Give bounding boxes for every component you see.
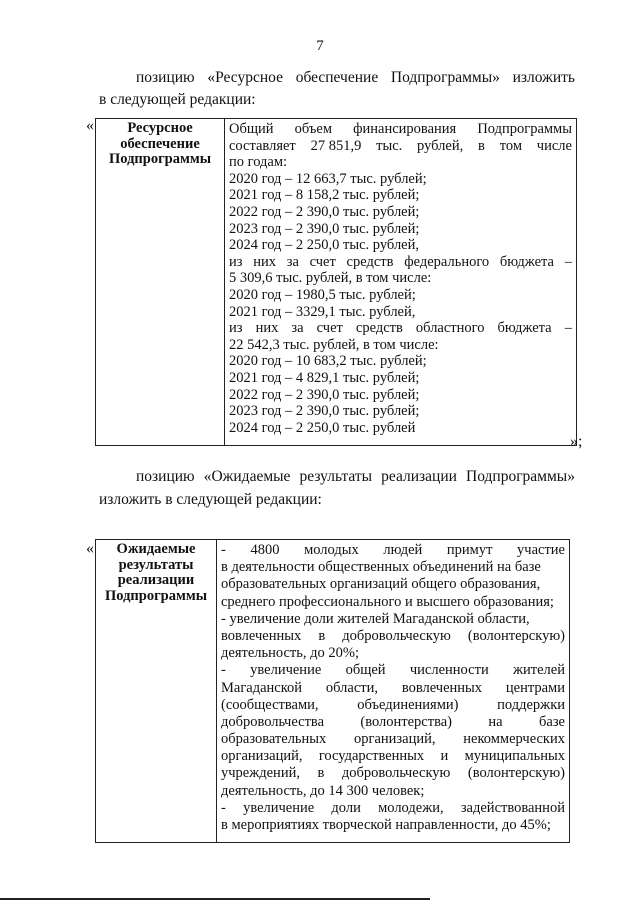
text-line [229,254,572,271]
text-line: в мероприятиях творческой направленности, до 45%; [221,817,551,833]
word: вовлеченных [401,679,483,696]
word: рублей, [417,137,464,154]
word: из [229,320,243,337]
word: счет [309,253,336,270]
word: тыс. [376,137,403,154]
label-line: Ресурсное [127,120,193,136]
text-line: 2022 год – 2 390,0 тыс. рублей; [229,386,420,403]
text-line: 2021 год – 3329,1 тыс. рублей, [229,303,416,320]
word: базе [539,713,565,730]
word: Подпрограммы» [390,69,500,86]
word: молодых [304,542,359,558]
word: бюджета [497,320,552,337]
word: позицию [136,468,195,485]
word: молодежи, [378,799,444,816]
intro2-second-line: изложить в следующей редакции: [99,491,322,508]
text-line [221,800,565,817]
word: центрами [505,679,565,696]
word: в [478,137,485,154]
word: - [221,662,226,679]
word: Подпрограммы» [466,468,575,485]
word: (сообществами, [221,696,319,713]
word: в [318,627,326,644]
word: том [499,137,522,154]
label-line: результаты [118,556,194,573]
intro1-second-line: в следующей редакции: [99,91,256,108]
label-line: Ожидаемые [116,541,196,557]
label-line: обеспечение [120,135,200,152]
word: бюджета [499,253,554,270]
word: объем [294,121,333,137]
word: реализации [381,468,457,485]
word: некоммерческих [463,731,565,748]
label-line: реализации [117,572,195,588]
text-line: - увеличение доли жителей Магаданской области, [221,610,530,627]
word: из [229,253,243,270]
word: них [253,253,276,270]
word: счет [316,320,343,337]
text-line [221,662,565,679]
word: объединениями) [357,696,459,713]
word: числе [536,137,572,154]
closing-quote-1: »; [570,433,583,450]
word: средств [355,320,403,337]
word: них [255,320,279,337]
word: участие [517,542,565,558]
word: (волонтерскую) [467,765,565,782]
word: добровольческую [341,765,451,782]
text-line [221,765,565,782]
text-line: 5 309,6 тыс. рублей, в том числе: [229,270,432,287]
word: на [488,713,503,730]
word: Подпрограммы [477,121,572,137]
word: людей [383,542,423,558]
word: «Ожидаемые [203,468,291,485]
resource-value-cell [225,119,576,445]
text-line [221,628,565,645]
text-line: 2024 год – 2 250,0 тыс. рублей [229,419,416,436]
text-line: 2024 год – 2 250,0 тыс. рублей, [229,237,420,254]
word: вовлеченных [221,627,302,644]
word: (волонтерскую) [467,627,565,644]
text-line: в деятельности общественных объединений на базе [221,559,541,576]
word: Общий [229,121,274,137]
text-line: 2022 год – 2 390,0 тыс. рублей; [229,203,420,220]
text-line: 2021 год – 4 829,1 тыс. рублей; [229,369,420,386]
results-value-cell [217,540,569,842]
word: организаций, [354,731,436,748]
intro1-first-line [136,67,575,89]
text-line [221,714,565,731]
label-line: Подпрограммы [104,587,208,604]
word: в [317,765,325,782]
word: составляет [229,137,296,154]
word: финансирования [353,121,457,137]
text-line [229,138,572,155]
text-line: 2021 год – 8 158,2 тыс. рублей; [229,187,420,204]
word: добровольчества [221,713,325,730]
word: «Ресурсное [207,69,283,86]
word: и [440,748,449,765]
text-line: 2020 год – 12 663,7 тыс. рублей; [229,170,427,187]
text-line: деятельность, до 20%; [221,645,359,662]
text-line [221,680,565,697]
text-line: среднего профессионального и высшего образования; [221,593,554,610]
word: примут [446,542,493,558]
opening-quote-1: « [86,117,94,134]
opening-quote-2: « [86,540,94,557]
text-line [221,748,565,765]
intro2-first-line [136,466,575,488]
text-line: образовательных организаций общего образования, [221,576,541,593]
word: добровольческую [342,627,451,644]
bottom-rule [0,898,430,900]
text-line: деятельность, до 14 300 человек; [221,782,425,799]
label-line: Подпрограммы [108,151,212,167]
word: муниципальных [464,748,565,765]
word: изложить [512,69,575,86]
text-line: 2023 год – 2 390,0 тыс. рублей; [229,220,420,237]
text-line: 2020 год – 10 683,2 тыс. рублей; [229,353,427,370]
text-line [221,697,565,714]
text-line: по годам: [229,154,288,171]
text-line [229,320,572,337]
text-line: 2020 год – 1980,5 тыс. рублей; [229,286,416,303]
word: позицию [136,69,195,86]
word: результаты [299,468,373,485]
word: общей [345,662,386,679]
results-label-cell [96,540,217,842]
word: задействованной [460,799,565,816]
word: обеспечение [295,69,379,86]
text-line [221,542,565,559]
word: поддержки [497,696,565,713]
resource-label-cell [96,119,225,445]
word: - [221,799,226,816]
results-table [95,539,570,843]
word: за [286,253,299,270]
word: организаций, [221,748,303,765]
word: - [221,542,226,558]
text-line: 22 542,3 тыс. рублей, в том числе: [229,336,439,353]
word: численности [409,662,489,679]
page-number: 7 [316,38,324,54]
word: образовательных [221,731,327,748]
word: 27 851,9 [310,137,362,154]
text-line [221,731,565,748]
word: 4800 [250,542,280,558]
word: государственных [318,748,425,765]
word: области, [325,679,378,696]
word: – [564,253,572,270]
word: средств [346,253,394,270]
word: областного [415,320,485,337]
word: учреждений, [221,765,300,782]
word: – [564,320,572,337]
word: жителей [513,662,565,679]
word: увеличение [243,799,315,816]
text-line [229,121,572,138]
word: (волонтерства) [360,713,453,730]
word: доли [331,799,361,816]
text-line: 2023 год – 2 390,0 тыс. рублей; [229,403,420,420]
word: за [291,320,304,337]
word: увеличение [250,662,322,679]
resource-table [95,118,577,446]
word: федерального [404,253,490,270]
word: Магаданской [221,679,303,696]
